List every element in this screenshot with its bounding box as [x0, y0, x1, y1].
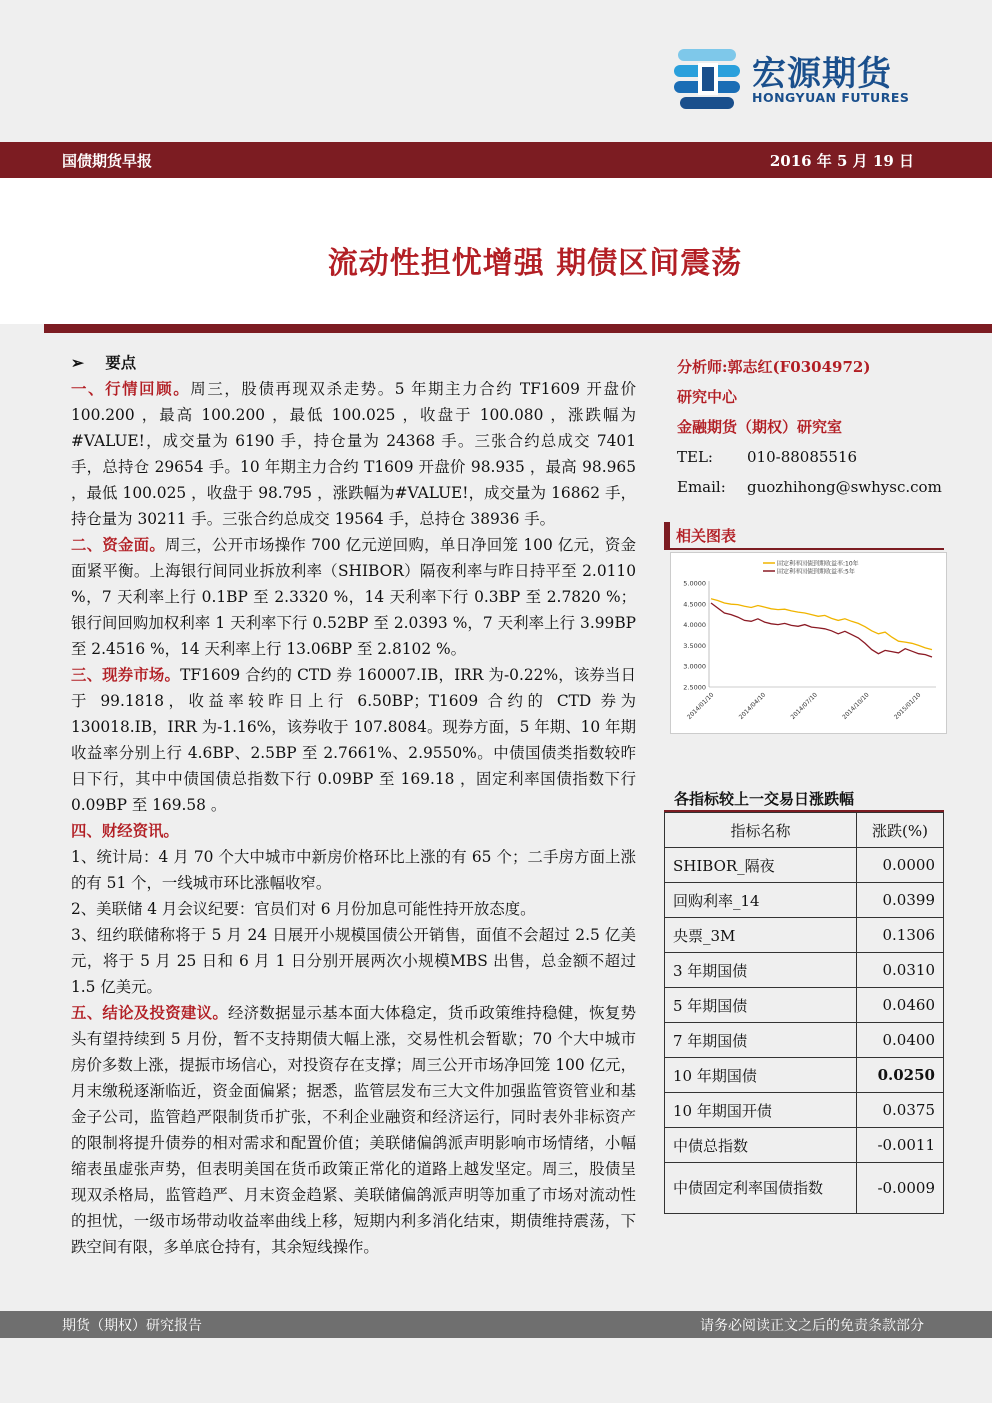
table-row — [665, 988, 944, 1023]
indicator-name: SHIBOR_隔夜 — [665, 848, 857, 883]
yield-chart — [670, 552, 947, 734]
footer-disclaimer[interactable]: 请务必阅读正文之后的免责条款部分 — [700, 1318, 924, 1334]
indicator-name: 回购利率_14 — [665, 883, 857, 918]
table-section-header — [664, 785, 944, 812]
indicator-change: -0.0011 — [857, 1128, 944, 1163]
section-heading: 一、行情回顾。 — [71, 380, 191, 398]
analyst-name: 分析师:郭志红(F0304972) — [677, 358, 871, 376]
section-heading: 二、资金面。 — [71, 536, 166, 554]
key-points-label: 要点 — [105, 354, 137, 372]
footer-report-label: 期货（期权）研究报告 — [62, 1318, 202, 1334]
indicator-change: 0.0375 — [857, 1093, 944, 1128]
indicator-name: 5 年期国债 — [665, 988, 857, 1023]
section-funding — [71, 532, 636, 662]
x-tick-label: 2014/10/10 — [841, 691, 871, 721]
y-tick-label: 3.5000 — [683, 641, 706, 650]
indicator-name: 10 年期国开债 — [665, 1093, 857, 1128]
section-text: TF1609 合约的 CTD 券 160007.IB，IRR 为-0.22%，该券当日于 99.1818，收益率较昨日上行 6.50BP；T1609 合约的 CTD 券为 130018.IB，IRR 为-1.16%，该券收于 107.8084。现券方面，5 年期、10 年期收益率分别上行 4.6BP、2.5BP 至 2.7661%、2.9550%。中债国债类指数较昨日下行，其中中债国债总指数下行 0.09BP 至 169.18 ，固定利率国债指数下行 0.09BP 至 169.58 。 — [71, 666, 636, 814]
legend-label: 固定利率国债到期收益率:5年 — [777, 568, 855, 576]
x-tick-label: 2014/04/10 — [737, 691, 768, 721]
indicator-change: 0.0399 — [857, 883, 944, 918]
department: 研究中心 — [677, 388, 738, 406]
y-tick-label: 3.0000 — [683, 662, 706, 671]
series-line — [711, 603, 932, 657]
table-row — [665, 1058, 944, 1093]
email-value[interactable]: guozhihong@swhysc.com — [747, 478, 942, 496]
indicator-change: 0.0000 — [857, 848, 944, 883]
company-logo-icon — [672, 43, 742, 113]
table-row — [665, 883, 944, 918]
section-accent — [664, 522, 670, 548]
section-underline — [664, 548, 944, 550]
y-tick-label: 4.5000 — [683, 600, 706, 609]
table-row — [665, 953, 944, 988]
indicator-name: 中债固定利率国债指数 — [665, 1163, 857, 1214]
section-conclusion — [71, 1000, 636, 1260]
y-tick-label: 5.0000 — [683, 579, 706, 588]
y-axis — [683, 580, 936, 692]
column-header: 指标名称 — [665, 813, 857, 848]
table-row — [665, 1163, 944, 1214]
indicator-name: 7 年期国债 — [665, 1023, 857, 1058]
series-line — [711, 599, 932, 650]
section-text: 经济数据显示基本面大体稳定，货币政策维持稳健，恢复势头有望持续到 5 月份，暂不支持期债大幅上涨，交易性机会暂歇；70 个大中城市房价多数上涨，提振市场信心，对投资存在支撑；周三公开市场净回笼 100 亿元，月末缴税逐渐临近，资金面偏紧；据悉，监管层发布三大文件加强监管资管业和基金子公司，监管趋严限制货币扩张，不利企业融资和经济运行，同时表外非标资产的限制将提升债券的相对需求和配置价值；美联储偏鸽派声明影响市场情绪，小幅缩表虽虚张声势，但表明美国在货币政策正常化的道路上越发坚定。周三，股债呈现双杀格局，监管趋严、月末资金趋紧、美联储偏鸽派声明等加重了市场对流动性的担忧，一级市场带动收益率曲线上移，短期内利多消化结束，期债维持震荡，下跌空间有限，多单底仓持有，其余短线操作。 — [71, 1004, 636, 1256]
chart-series — [711, 599, 932, 657]
brand-name-en: HONGYUAN FUTURES — [752, 90, 910, 105]
email-row — [677, 472, 942, 502]
table-label: 各指标较上一交易日涨跌幅 — [674, 790, 855, 808]
table-row — [665, 848, 944, 883]
yield-chart-svg — [671, 553, 946, 733]
section-heading: 五、结论及投资建议。 — [71, 1004, 229, 1022]
news-item: 3、纽约联储称将于 5 月 24 日展开小规模国债公开销售，面值不会超过 2.5 亿美元，将于 5 月 25 日和 6 月 1 日分别开展两次小规模MBS 出售，总金额不超过 1.5 亿美元。 — [71, 926, 636, 996]
section-text: 周三，股债再现双杀走势。5 年期主力合约 TF1609 开盘价 100.200 ，最高 100.200 ，最低 100.025 ，收盘于 100.080 ，涨跌幅为#VALUE!，成交量为 6190 手，持仓量为 24368 手。三张合约总成交 7401 手，总持仓 29654 手。10 年期主力合约 T1609 开盘价 98.935 ，最高 98.965 ，最低 100.025 ，收盘于 98.795 ，涨跌幅为#VALUE!，成交量为 16862 手，持仓量为 30211 手。三张合约总成交 19564 手，总持仓 38936 手。 — [71, 380, 636, 528]
charts-label: 相关图表 — [676, 527, 737, 545]
key-points-heading — [71, 350, 636, 376]
page-title: 流动性担忧增强 期债区间震荡 — [327, 246, 743, 281]
section-heading: 三、现券市场。 — [71, 666, 181, 684]
news-item: 2、美联储 4 月会议纪要：官员们对 6 月份加息可能性持开放态度。 — [71, 900, 536, 918]
y-tick-label: 2.5000 — [683, 683, 706, 692]
indicator-change: 0.0460 — [857, 988, 944, 1023]
indicator-name: 10 年期国债 — [665, 1058, 857, 1093]
indicator-change: -0.0009 — [857, 1163, 944, 1214]
column-header: 涨跌(%) — [857, 813, 944, 848]
indicator-table — [664, 812, 944, 1214]
analyst-info — [677, 352, 942, 502]
indicator-change: 0.0400 — [857, 1023, 944, 1058]
section-market-review — [71, 376, 636, 532]
indicator-name: 央票_3M — [665, 918, 857, 953]
indicator-change: 0.0310 — [857, 953, 944, 988]
tel-row — [677, 442, 942, 472]
legend-label: 固定利率国债到期收益率:10年 — [777, 560, 859, 568]
section-text: 周三，公开市场操作 700 亿元逆回购，单日净回笼 100 亿元，资金面紧平衡。上海银行间同业拆放利率（SHIBOR）隔夜利率与昨日持平至 2.0110 %，7 天利率上行 0.1BP 至 2.3320 %，14 天利率下行 0.3BP 至 2.7820 %；银行间回购加权利率 1 天利率下行 0.52BP 至 2.0393 %，7 天利率上行 3.99BP 至 2.4516 %，14 天利率上行 13.06BP 至 2.8102 %。 — [71, 536, 636, 658]
table-header-row — [665, 813, 944, 848]
x-tick-label: 2014/01/10 — [686, 691, 716, 721]
section-spot-market — [71, 662, 636, 818]
chart-legend — [763, 560, 859, 576]
table-row — [665, 1128, 944, 1163]
report-date: 2016 年 5 月 19 日 — [769, 152, 914, 170]
email-label: Email: — [677, 478, 726, 496]
table-row — [665, 918, 944, 953]
x-tick-label: 2014/07/10 — [789, 691, 819, 721]
report-type: 国债期货早报 — [62, 152, 153, 170]
x-axis — [686, 691, 923, 721]
indicator-name: 3 年期国债 — [665, 953, 857, 988]
tel-label: TEL: — [677, 448, 713, 466]
sub-department: 金融期货（期权）研究室 — [677, 418, 843, 436]
indicator-change: 0.0250 — [857, 1058, 944, 1093]
charts-section-header — [664, 522, 944, 550]
title-divider — [44, 324, 992, 333]
indicator-change: 0.1306 — [857, 918, 944, 953]
news-item: 1、统计局：4 月 70 个大中城市中新房价格环比上涨的有 65 个；二手房方面上涨的有 51 个，一线城市环比涨幅收窄。 — [71, 848, 636, 892]
arrow-bullet-icon: ➢ — [71, 354, 106, 372]
indicator-name: 中债总指数 — [665, 1128, 857, 1163]
section-news — [71, 818, 636, 844]
table-row — [665, 1023, 944, 1058]
tel-value: 010-88085516 — [747, 448, 858, 466]
indicator-table-body — [665, 848, 944, 1214]
brand-name-cn: 宏源期货 — [752, 54, 892, 94]
y-tick-label: 4.0000 — [683, 621, 706, 630]
summary-body — [71, 350, 636, 1260]
section-heading: 四、财经资讯。 — [71, 822, 179, 840]
x-tick-label: 2015/01/10 — [893, 691, 923, 721]
table-row — [665, 1093, 944, 1128]
